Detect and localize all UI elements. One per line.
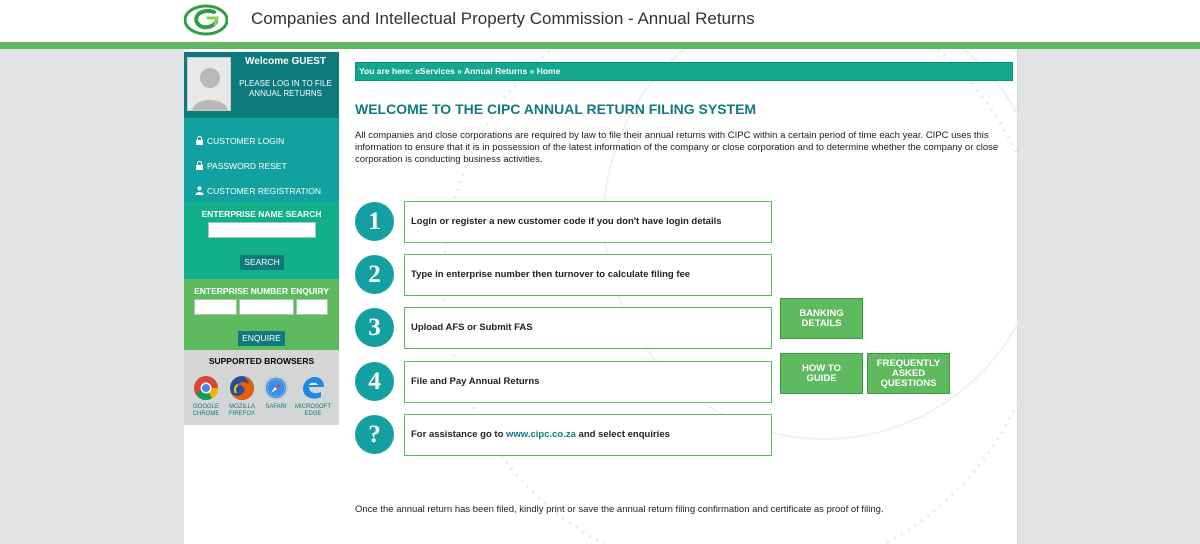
- intro-text: All companies and close corporations are required by law to file their annual returns with CIPC within a certain period of time each year. CIPC uses this information to ensure that it is in possession of the latest information of the company or close corporation and to determine whether the company or close corporation is conducting business activities.: [355, 130, 999, 165]
- enterprise-number-sequence-input[interactable]: [239, 299, 294, 315]
- number-enquiry-label: ENTERPRISE NUMBER ENQUIRY: [194, 286, 329, 296]
- step-4-number: 4: [355, 362, 394, 401]
- enterprise-name-input[interactable]: [208, 222, 316, 238]
- step-4-text: File and Pay Annual Returns: [411, 376, 540, 387]
- help-text-before: For assistance go to: [411, 429, 504, 440]
- help-text-after: and select enquiries: [578, 429, 670, 440]
- header: [0, 0, 1200, 42]
- breadcrumb-prefix: You are here:: [359, 66, 413, 76]
- firefox-name-2: FIREFOX: [228, 411, 255, 417]
- step-1-number: 1: [355, 202, 394, 241]
- name-search-label: ENTERPRISE NAME SEARCH: [201, 209, 322, 219]
- edge-name-2: EDGE: [304, 411, 322, 417]
- firefox-icon: [229, 375, 255, 401]
- browsers-title: SUPPORTED BROWSERS: [208, 356, 315, 366]
- lock-icon: [195, 161, 204, 170]
- howto-line-2: GUIDE: [806, 372, 837, 384]
- safari-icon: [263, 375, 289, 401]
- step-3-number: 3: [355, 308, 394, 347]
- enterprise-number-year-input[interactable]: [194, 299, 237, 315]
- enterprise-name-search: [184, 202, 339, 279]
- how-to-guide-button[interactable]: [780, 353, 863, 394]
- cipc-website-link[interactable]: www.cipc.co.za: [506, 429, 576, 440]
- password-reset-link[interactable]: [184, 153, 339, 178]
- step-1-text: Login or register a new customer code if you don't have login details: [411, 216, 722, 227]
- banking-line-1: BANKING: [799, 307, 844, 319]
- chrome-icon: [193, 375, 219, 401]
- breadcrumb-item-eservices[interactable]: eServices: [415, 66, 455, 76]
- faq-line-3: QUESTIONS: [880, 377, 937, 389]
- edge-icon: [300, 375, 326, 401]
- customer-login-label: CUSTOMER LOGIN: [207, 135, 285, 146]
- footer-note: Once the annual return has been filed, kindly print or save the annual return filing confirmation and certificate as proof of filing.: [355, 504, 884, 515]
- step-2-box[interactable]: [404, 254, 772, 296]
- search-button[interactable]: SEARCH: [240, 255, 284, 270]
- step-1-box[interactable]: [404, 201, 772, 243]
- faq-line-2: ASKED: [891, 367, 926, 379]
- breadcrumb-separator: »: [529, 66, 535, 76]
- customer-registration-link[interactable]: [184, 178, 339, 203]
- supported-browsers: [184, 350, 339, 425]
- avatar: [187, 57, 231, 111]
- breadcrumb-item-home[interactable]: Home: [536, 66, 561, 76]
- banking-line-2: DETAILS: [801, 317, 842, 329]
- account-menu: [184, 118, 339, 202]
- user-silhouette-icon: [188, 58, 231, 111]
- breadcrumb: [355, 62, 1013, 81]
- firefox-name-1: MOZILLA: [229, 404, 255, 410]
- browser-safari[interactable]: [258, 375, 294, 411]
- welcome-title: Welcome GUEST: [245, 56, 326, 67]
- browser-edge[interactable]: [295, 375, 331, 418]
- customer-registration-label: CUSTOMER REGISTRATION: [207, 185, 321, 196]
- breadcrumb-separator: »: [457, 66, 462, 76]
- step-2-text: Type in enterprise number then turnover to calculate filing fee: [411, 269, 691, 280]
- welcome-panel: [184, 52, 339, 118]
- enterprise-number-enquiry: [184, 279, 339, 350]
- breadcrumb-item-annual-returns[interactable]: Annual Returns: [463, 66, 528, 76]
- user-icon: [195, 186, 204, 195]
- faq-button[interactable]: [867, 353, 950, 394]
- edge-name-1: MICROSOFT: [295, 404, 331, 410]
- chrome-name-2: CHROME: [192, 411, 220, 417]
- welcome-message: PLEASE LOG IN TO FILE ANNUAL RETURNS: [239, 79, 332, 98]
- header-divider: [0, 42, 1200, 49]
- help-step-icon: ?: [355, 415, 394, 454]
- help-step-box: [404, 414, 772, 456]
- step-3-text: Upload AFS or Submit FAS: [411, 322, 533, 333]
- page-title: WELCOME TO THE CIPC ANNUAL RETURN FILING SYSTEM: [355, 101, 757, 117]
- browser-firefox[interactable]: [224, 375, 260, 418]
- customer-login-link[interactable]: [184, 128, 339, 153]
- password-reset-label: PASSWORD RESET: [207, 160, 287, 171]
- step-2-number: 2: [355, 255, 394, 294]
- cipc-logo-icon[interactable]: [184, 4, 228, 36]
- safari-name-1: SAFARI: [265, 404, 287, 410]
- howto-line-1: HOW TO: [802, 362, 841, 374]
- chrome-name-1: GOOGLE: [192, 404, 219, 410]
- browser-chrome[interactable]: [188, 375, 224, 418]
- enquire-button[interactable]: ENQUIRE: [238, 331, 285, 346]
- step-3-box[interactable]: [404, 307, 772, 349]
- site-title: Companies and Intellectual Property Commission - Annual Returns: [251, 9, 755, 28]
- step-4-box[interactable]: [404, 361, 772, 403]
- enterprise-number-type-input[interactable]: [296, 299, 328, 315]
- sidebar: [184, 52, 339, 425]
- lock-icon: [195, 136, 204, 145]
- banking-details-button[interactable]: [780, 298, 863, 339]
- faq-line-1: FREQUENTLY: [876, 357, 941, 369]
